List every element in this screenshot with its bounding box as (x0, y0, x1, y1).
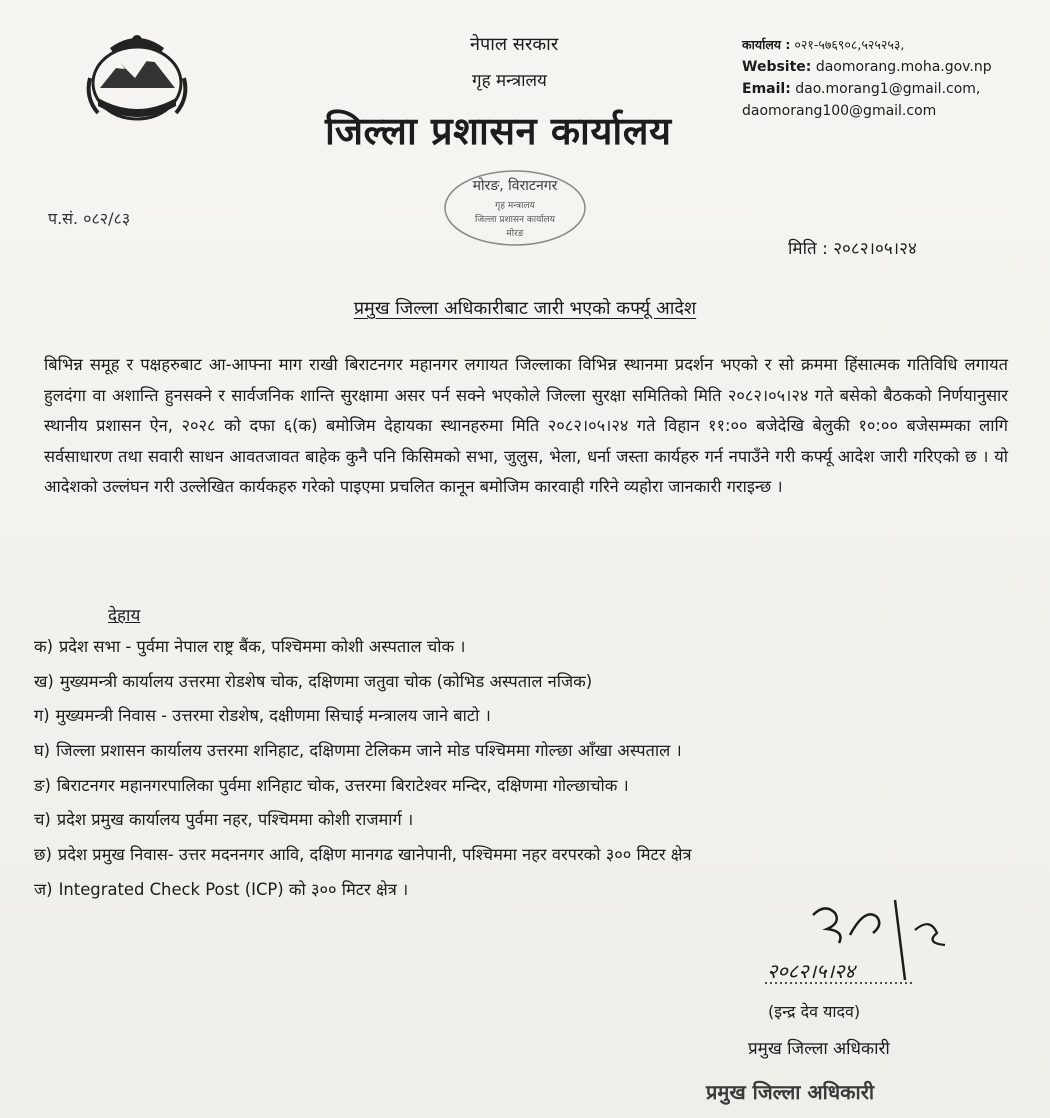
item-text: प्रदेश प्रमुख निवास- उत्तर मदननगर आवि, दक्षिण मानगढ खानेपानी, पश्चिममा नहर वरपरको ३०० मिटर क्षेत्र (57, 845, 692, 865)
email-label: Email: (742, 81, 791, 97)
item-text: प्रदेश सभा - पुर्वमा नेपाल राष्ट्र बैंक, पश्चिममा कोशी अस्पताल चोक । (58, 637, 466, 656)
phone-line (742, 34, 1042, 56)
list-item (34, 805, 1044, 840)
list-item (34, 632, 1044, 667)
item-marker: क) (34, 637, 53, 656)
item-text: मुख्यमन्त्री कार्यालय उत्तरमा रोडशेष चोक, दक्षिणमा जतुवा चोक (कोभिड अस्पताल नजिक) (59, 671, 593, 691)
signatory-designation: प्रमुख जिल्ला अधिकारी (748, 1039, 890, 1059)
document-date: मिति : २०८२।०५।२४ (788, 239, 917, 259)
office-stamp (440, 168, 590, 248)
office-title: जिल्ला प्रशासन कार्यालय (325, 109, 672, 153)
stamp-line-2: गृह मन्त्रालय (495, 201, 535, 211)
reference-number: प.सं. ०८२/८३ (48, 209, 131, 228)
stamp-line-3: जिल्ला प्रशासन कार्यालय (475, 215, 555, 225)
item-marker: ज) (34, 879, 53, 899)
signature-date: २०८२।५।२४ (767, 959, 855, 983)
email-line (742, 78, 1042, 100)
item-marker: घ) (34, 741, 51, 761)
list-item (34, 667, 1044, 702)
list-item (34, 736, 1044, 771)
handwritten-signature (755, 895, 965, 990)
website-url: daomorang.moha.gov.np (815, 59, 992, 75)
list-item (34, 701, 1044, 736)
item-marker: ग) (34, 706, 50, 726)
phone-number: ०२१-५७६९०८,५२५२५३, (794, 37, 905, 52)
email-secondary: daomorang100@gmail.com (742, 103, 937, 119)
government-name: नेपाल सरकार (470, 34, 559, 55)
phone-label: कार्यालय : (742, 37, 791, 52)
signatory-name: (इन्द्र देव यादव) (768, 1002, 861, 1021)
website-label: Website: (742, 59, 812, 75)
nepal-emblem-icon (80, 28, 195, 128)
heading-text: प्रमुख जिल्ला अधिकारीबाट जारी भएको कर्फ्यू आदेश (353, 298, 697, 319)
item-marker: ङ) (34, 775, 51, 795)
item-text: प्रदेश प्रमुख कार्यालय पुर्वमा नहर, पश्चिममा कोशी राजमार्ग । (56, 810, 414, 830)
item-marker: च) (34, 810, 51, 830)
list-item (34, 840, 1044, 875)
email-primary: dao.morang1@gmail.com, (795, 81, 981, 97)
item-text: मुख्यमन्त्री निवास - उत्तरमा रोडशेष, दक्षीणमा सिचाई मन्त्रालय जाने बाटो । (55, 706, 491, 726)
designation-stamp: प्रमुख जिल्ला अधिकारी (706, 1080, 875, 1104)
list-item (34, 771, 1044, 806)
website-line (742, 56, 1042, 78)
stamp-line-4: मोरङ (506, 229, 524, 239)
contact-block (742, 34, 1042, 122)
location-list (34, 632, 1044, 910)
item-text: Integrated Check Post (ICP) को ३०० मिटर क्षेत्र । (58, 879, 409, 899)
ministry-name: गृह मन्त्रालय (472, 71, 547, 91)
body-paragraph: बिभिन्न समूह र पक्षहरुबाट आ-आफ्ना माग राखी बिराटनगर महानगर लगायत जिल्लाका विभिन्न स्थानमा प्रदर्शन भएको र सो क्रममा हिंसात्मक गतिविधि लगायत हुलदंगा वा अशान्ति हुनसक्ने र सार्वजनिक शान्ति सुरक्षामा असर पर्न सक्ने भएकोले जिल्ला सुरक्षा समितिको मिति २०८२।०५।२४ गते बसेको बैठकको निर्णयानुसार स्थानीय प्रशासन ऐन, २०२८ को दफा ६(क) बमोजिम देहायका स्थानहरुमा मिति २०८२।०५।२४ गते विहान ११:०० बजेदेखि बेलुकी १०:०० बजेसम्मका लागि सर्वसाधारण तथा सवारी साधन आवतजावत बाहेक कुनै पनि किसिमको सभा, जुलुस, भेला, धर्ना जस्ता कार्यहरु गर्न नपाउँने गरी कर्फ्यू आदेश जारी गरिएको छ । यो आदेशको उल्लंघन गरी उल्लेखित कार्यकहरु गरेको पाइएमा प्रचलित कानून बमोजिम कारवाही गरिने व्यहोरा जानकारी गराइन्छ । (44, 355, 1008, 496)
item-text: जिल्ला प्रशासन कार्यालय उत्तरमा शनिहाट, दक्षिणमा टेलिकम जाने मोड पश्चिममा गोल्छा आँखा अस्पताल । (56, 741, 682, 761)
item-marker: ख) (34, 671, 54, 691)
item-text: बिराटनगर महानगरपालिका पुर्वमा शनिहाट चोक, उत्तरमा बिराटेश्वर मन्दिर, दक्षिणमा गोल्छाचोक । (56, 775, 629, 795)
list-heading: देहाय (108, 606, 141, 626)
item-marker: छ) (34, 845, 52, 865)
stamp-line-1: मोरङ, विराटनगर (472, 178, 558, 194)
document-heading (0, 296, 1050, 320)
